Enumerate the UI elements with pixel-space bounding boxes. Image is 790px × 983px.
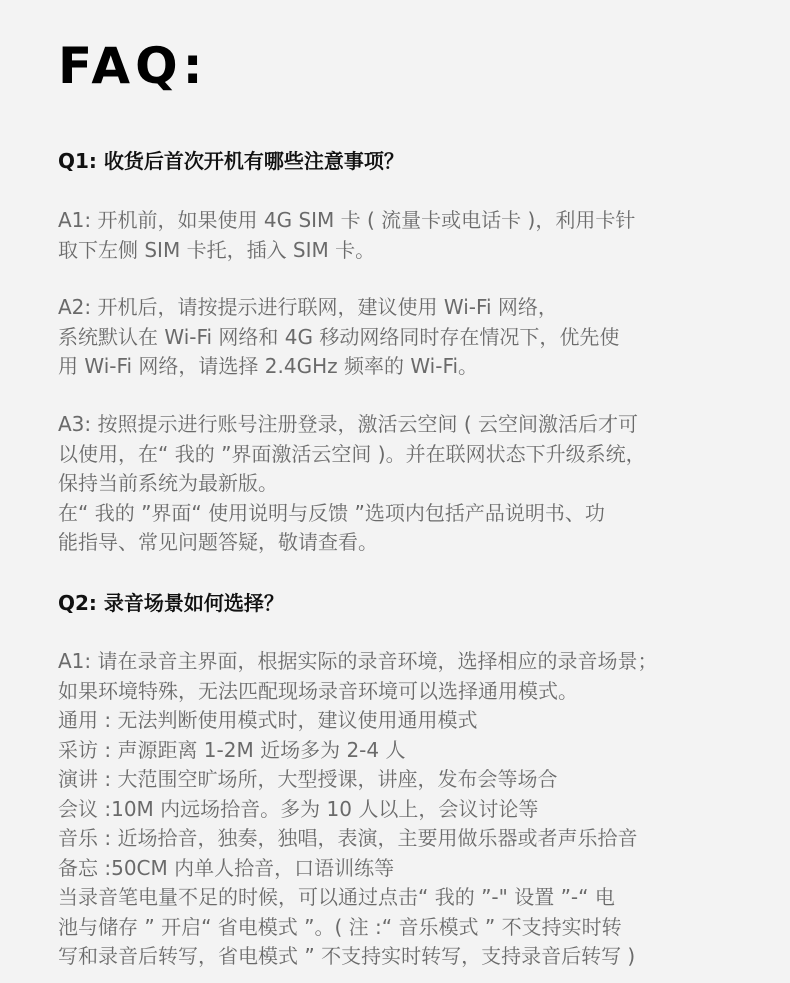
answer-line: A2: 开机后，请按提示进行联网，建议使用 Wi-Fi 网络， bbox=[58, 295, 558, 319]
answer-line: 保持当前系统为最新版。 bbox=[58, 471, 278, 495]
answer-line: 在“ 我的 ”界面“ 使用说明与反馈 ”选项内包括产品说明书、功 bbox=[58, 500, 605, 525]
answer-1-3 bbox=[58, 410, 646, 558]
answer-1-2 bbox=[58, 293, 619, 382]
answer-line: 能指导、常见问题答疑，敬请查看。 bbox=[58, 530, 378, 554]
answer-line: 音乐 : 近场拾音，独奏，独唱，表演，主要用做乐器或者声乐拾音 bbox=[58, 826, 638, 850]
answer-line: 写和录音后转写，省电模式 ” 不支持实时转写，支持录音后转写 ) bbox=[58, 944, 636, 968]
answer-line: A1: 开机前，如果使用 4G SIM 卡 ( 流量卡或电话卡 )，利用卡针 bbox=[58, 208, 636, 232]
answer-line: 当录音笔电量不足的时候，可以通过点击“ 我的 ”-" 设置 ”-“ 电 bbox=[58, 885, 615, 909]
answer-line: 通用 : 无法判断使用模式时，建议使用通用模式 bbox=[58, 708, 478, 732]
answer-line: A3: 按照提示进行账号注册登录，激活云空间 ( 云空间激活后才可 bbox=[58, 412, 639, 436]
answer-line: 如果环境特殊，无法匹配现场录音环境可以选择通用模式。 bbox=[58, 678, 578, 703]
answer-line: 系统默认在 Wi-Fi 网络和 4G 移动网络同时存在情况下，优先使 bbox=[58, 324, 620, 349]
answer-line: 会议 :10M 内远场拾音。多为 10 人以上，会议讨论等 bbox=[58, 796, 539, 821]
answer-line: 以使用，在“ 我的 ”界面激活云空间 )。并在联网状态下升级系统， bbox=[58, 441, 646, 466]
answer-line: 池与储存 ” 开启“ 省电模式 ”。( 注 :“ 音乐模式 ” 不支持实时转 bbox=[58, 914, 622, 939]
answer-line: 取下左侧 SIM 卡托，插入 SIM 卡。 bbox=[58, 237, 376, 262]
answer-line: 演讲 : 大范围空旷场所，大型授课，讲座，发布会等场合 bbox=[58, 767, 558, 791]
answer-1-1 bbox=[58, 206, 635, 265]
question-1: Q1: 收货后首次开机有哪些注意事项？ bbox=[58, 149, 404, 173]
answer-line: A1: 请在录音主界面，根据实际的录音环境，选择相应的录音场景； bbox=[58, 649, 658, 673]
answer-line: 采访 : 声源距离 1-2M 近场多为 2-4 人 bbox=[58, 737, 406, 762]
answer-line: 用 Wi-Fi 网络，请选择 2.4GHz 频率的 Wi-Fi。 bbox=[58, 354, 479, 378]
faq-title: FAQ: bbox=[58, 37, 208, 95]
answer-2-1 bbox=[58, 647, 658, 972]
question-2: Q2: 录音场景如何选择？ bbox=[58, 591, 284, 615]
answer-line: 备忘 :50CM 内单人拾音，口语训练等 bbox=[58, 855, 395, 880]
